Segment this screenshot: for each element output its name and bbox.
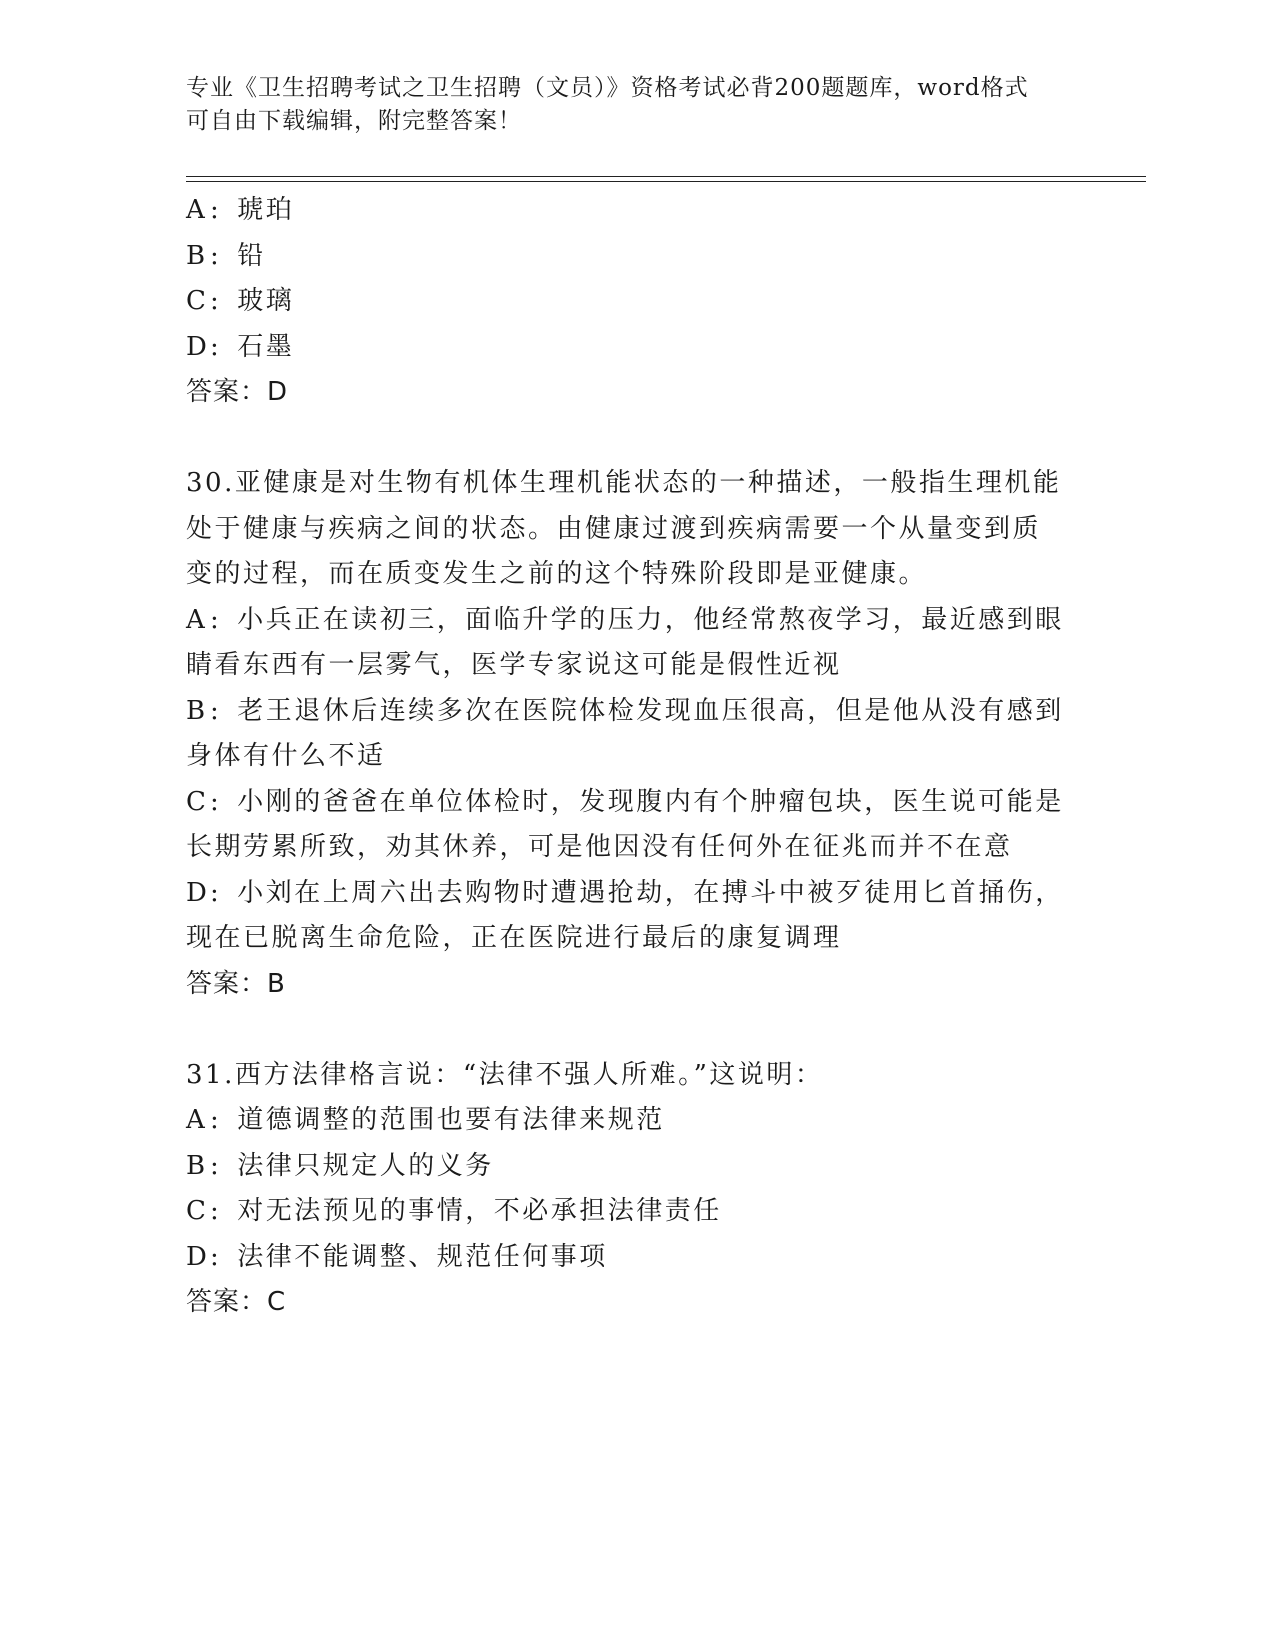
spacer (186, 416, 1086, 462)
question-content (186, 188, 1086, 1326)
option-b-continued: 身体有什么不适 (186, 741, 386, 771)
option-c: C: 玻璃 (186, 286, 295, 316)
spacer (186, 1007, 1086, 1053)
question-30 (186, 461, 1086, 1007)
option-b: B: 法律只规定人的义务 (186, 1150, 494, 1181)
question-31 (186, 1053, 1086, 1326)
option-a: A : 小兵正在读初三，面临升学的压力，他经常熬夜学习，最近感到眼 (186, 604, 1064, 635)
document-header (186, 72, 1066, 138)
option-d: D: 石墨 (186, 331, 295, 362)
question-stem-line: 变的过程，而在质变发生之前的这个特殊阶段即是亚健康。 (186, 559, 928, 589)
header-line-2: 可自由下载编辑，附完整答案！ (186, 108, 522, 134)
option-c-continued: 长期劳累所致，劝其休养，可是他因没有任何外在征兆而并不在意 (186, 832, 1013, 862)
option-a: A : 道德调整的范围也要有法律来规范 (186, 1105, 665, 1135)
header-line-1: 专业《卫生招聘考试之卫生招聘（文员）》资格考试必背200题题库，word格式 (186, 75, 1029, 101)
header-rule-top (186, 176, 1146, 177)
option-d-continued: 现在已脱离生命危险，正在医院进行最后的康复调理 (186, 923, 842, 953)
option-c: C: 小刚的爸爸在单位体检时，发现腹内有个肿瘤包块，医生说可能是 (186, 786, 1064, 817)
question-stem-line: 处于健康与疾病之间的状态。由健康过渡到疾病需要一个从量变到质 (186, 513, 1042, 544)
option-c: C: 对无法预见的事情，不必承担法律责任 (186, 1196, 722, 1226)
answer: 答案：D (186, 377, 289, 407)
option-a: A : 琥珀 (186, 195, 295, 225)
option-a-continued: 睛看东西有一层雾气，医学专家说这可能是假性近视 (186, 650, 842, 680)
question-29 (186, 188, 1086, 416)
question-stem-line: 30.亚健康是对生物有机体生理机能状态的一种描述，一般指生理机能 (186, 468, 1062, 498)
question-stem-line: 31.西方法律格言说：“法律不强人所难。”这说明： (186, 1059, 824, 1090)
header-rule-bottom (186, 181, 1146, 182)
option-b: B: 铅 (186, 240, 266, 271)
answer: 答案：C (186, 1287, 287, 1317)
option-b: B: 老王退休后连续多次在医院体检发现血压很高，但是他从没有感到 (186, 695, 1064, 726)
answer: 答案：B (186, 968, 286, 999)
option-d: D: 法律不能调整、规范任何事项 (186, 1241, 608, 1272)
option-d: D: 小刘在上周六出去购物时遭遇抢劫，在搏斗中被歹徒用匕首捅伤， (186, 877, 1064, 908)
